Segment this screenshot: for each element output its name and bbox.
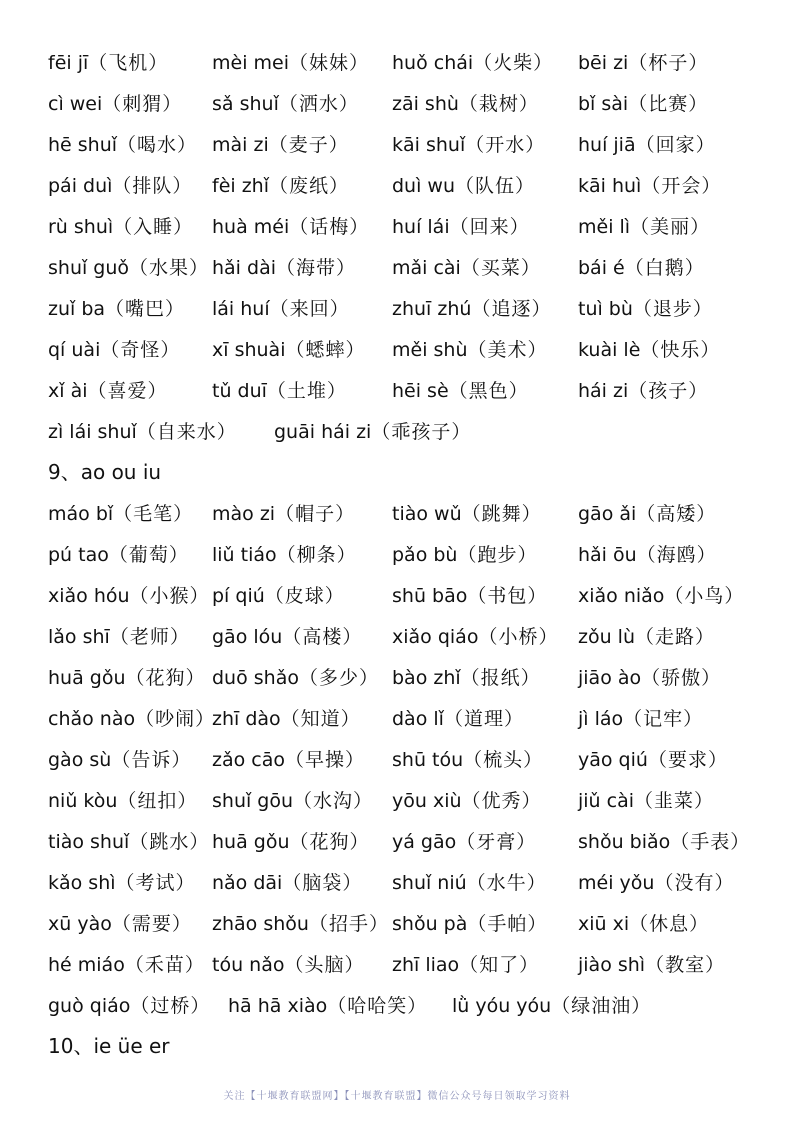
word-entry xyxy=(578,171,721,200)
chinese-word: （高楼） xyxy=(282,626,363,648)
chinese-word: （刺猬） xyxy=(102,93,183,115)
pinyin-text: tóu nǎo xyxy=(212,954,285,976)
pinyin-text: yá gāo xyxy=(392,831,457,853)
pinyin-text: gāo lóu xyxy=(212,626,283,648)
pinyin-text: guò qiáo xyxy=(48,995,131,1017)
chinese-word: （脑袋） xyxy=(282,872,363,894)
chinese-word: （哈哈笑） xyxy=(327,995,428,1017)
word-row xyxy=(0,663,794,695)
pinyin-text: guāi hái zi xyxy=(274,421,372,443)
chinese-word: （排队） xyxy=(112,175,193,197)
word-entry xyxy=(392,376,529,405)
word-entry xyxy=(212,745,365,774)
pinyin-text: hái zi xyxy=(578,380,629,402)
word-entry xyxy=(48,786,197,815)
chinese-word: （优秀） xyxy=(461,790,542,812)
chinese-word: （记牢） xyxy=(623,708,704,730)
word-entry xyxy=(212,909,389,938)
chinese-word: （多少） xyxy=(298,667,379,689)
chinese-word: （入睡） xyxy=(113,216,194,238)
word-row xyxy=(0,212,794,244)
word-entry xyxy=(212,868,362,897)
pinyin-text: kāi huì xyxy=(578,175,642,197)
word-row xyxy=(0,253,794,285)
word-entry xyxy=(392,786,542,815)
pinyin-text: huā gǒu xyxy=(212,831,290,853)
chinese-word: （孩子） xyxy=(628,380,709,402)
word-row xyxy=(0,827,794,859)
pinyin-text: shū bāo xyxy=(392,585,468,607)
word-entry xyxy=(48,704,215,733)
word-entry xyxy=(578,376,708,405)
chinese-word: （高矮） xyxy=(636,503,717,525)
word-entry xyxy=(392,48,553,77)
chinese-word: （教室） xyxy=(645,954,726,976)
chinese-word: （道理） xyxy=(443,708,524,730)
pinyin-text: xī shuài xyxy=(212,339,286,361)
chinese-word: （比赛） xyxy=(628,93,709,115)
pinyin-text: huí lái xyxy=(392,216,450,238)
pinyin-text: hǎi dài xyxy=(212,257,276,279)
pinyin-text: duì wu xyxy=(392,175,456,197)
pinyin-text: zì lái shuǐ xyxy=(48,421,137,443)
pinyin-text: liǔ tiáo xyxy=(212,544,277,566)
word-entry xyxy=(212,171,349,200)
chinese-word: （早操） xyxy=(285,749,366,771)
word-entry xyxy=(578,868,734,897)
pinyin-text: bǐ sài xyxy=(578,93,629,115)
pinyin-text: měi shù xyxy=(392,339,468,361)
chinese-word: （队伍） xyxy=(455,175,536,197)
chinese-word: （回家） xyxy=(635,134,716,156)
word-entry xyxy=(212,950,364,979)
word-entry xyxy=(392,540,538,569)
word-row xyxy=(0,581,794,613)
pinyin-text: xū yào xyxy=(48,913,112,935)
chinese-word: （退步） xyxy=(632,298,713,320)
chinese-word: （水沟） xyxy=(293,790,374,812)
word-entry xyxy=(48,827,209,856)
pinyin-text: jiǔ cài xyxy=(578,790,635,812)
word-entry xyxy=(392,294,551,323)
word-entry xyxy=(212,48,369,77)
pinyin-text: zhī dào xyxy=(212,708,281,730)
word-entry xyxy=(48,376,168,405)
word-entry xyxy=(392,622,558,651)
word-entry xyxy=(212,335,365,364)
word-entry xyxy=(212,89,359,118)
pinyin-text: chǎo nào xyxy=(48,708,136,730)
pinyin-text: zhāo shǒu xyxy=(212,913,309,935)
pinyin-text: dào lǐ xyxy=(392,708,444,730)
chinese-word: （洒水） xyxy=(278,93,359,115)
chinese-word: （骄傲） xyxy=(641,667,722,689)
chinese-word: （妹妹） xyxy=(289,52,370,74)
word-entry xyxy=(48,663,206,692)
word-entry xyxy=(578,48,708,77)
chinese-word: （知道） xyxy=(280,708,361,730)
word-entry xyxy=(578,335,720,364)
word-row xyxy=(0,417,794,449)
word-row xyxy=(0,786,794,818)
word-entry xyxy=(578,89,708,118)
word-entry xyxy=(392,89,539,118)
word-row xyxy=(0,622,794,654)
word-entry xyxy=(578,704,703,733)
chinese-word: （买菜） xyxy=(460,257,541,279)
word-entry xyxy=(48,130,197,159)
section-heading: 9、ao ou iu xyxy=(48,460,162,484)
pinyin-text: rù shuì xyxy=(48,216,114,238)
word-entry xyxy=(578,212,710,241)
chinese-word: （考试） xyxy=(115,872,196,894)
chinese-word: （麦子） xyxy=(268,134,349,156)
word-entry xyxy=(392,581,547,610)
pinyin-text: tuì bù xyxy=(578,298,633,320)
word-entry xyxy=(48,212,193,241)
word-entry xyxy=(578,499,716,528)
word-entry xyxy=(212,253,356,282)
word-entry xyxy=(212,622,362,651)
chinese-word: （跳舞） xyxy=(461,503,542,525)
pinyin-text: zhī liao xyxy=(392,954,460,976)
chinese-word: （柳条） xyxy=(276,544,357,566)
pinyin-text: qí uài xyxy=(48,339,101,361)
chinese-word: （过桥） xyxy=(130,995,211,1017)
chinese-word: （喝水） xyxy=(117,134,198,156)
chinese-word: （黑色） xyxy=(448,380,529,402)
pinyin-text: zǒu lù xyxy=(578,626,635,648)
word-entry xyxy=(392,212,530,241)
pinyin-text: huí jiā xyxy=(578,134,636,156)
pinyin-text: xiǎo niǎo xyxy=(578,585,665,607)
pinyin-text: zāi shù xyxy=(392,93,459,115)
pinyin-text: shǒu biǎo xyxy=(578,831,671,853)
chinese-word: （奇怪） xyxy=(100,339,181,361)
pinyin-text: lái huí xyxy=(212,298,270,320)
pinyin-text: pǎo bù xyxy=(392,544,458,566)
word-entry xyxy=(578,130,716,159)
pinyin-text: jì láo xyxy=(578,708,624,730)
word-entry xyxy=(578,540,717,569)
pinyin-text: jiào shì xyxy=(578,954,646,976)
pinyin-text: mǎi cài xyxy=(392,257,461,279)
chinese-word: （废纸） xyxy=(269,175,350,197)
word-entry xyxy=(212,704,361,733)
pinyin-text: fèi zhǐ xyxy=(212,175,269,197)
chinese-word: （乖孩子） xyxy=(371,421,472,443)
word-entry xyxy=(392,950,539,979)
chinese-word: （皮球） xyxy=(264,585,345,607)
pinyin-text: zuǐ ba xyxy=(48,298,106,320)
pinyin-text: kuài lè xyxy=(578,339,641,361)
chinese-word: （海带） xyxy=(276,257,357,279)
chinese-word: （飞机） xyxy=(88,52,169,74)
pinyin-text: shuǐ gōu xyxy=(212,790,294,812)
word-row xyxy=(0,48,794,80)
chinese-word: （嘴巴） xyxy=(105,298,186,320)
chinese-word: （走路） xyxy=(635,626,716,648)
chinese-word: （开水） xyxy=(465,134,546,156)
chinese-word: （土堆） xyxy=(266,380,347,402)
pinyin-text: hēi sè xyxy=(392,380,449,402)
word-entry xyxy=(212,540,357,569)
chinese-word: （手帕） xyxy=(467,913,548,935)
chinese-word: （纽扣） xyxy=(117,790,198,812)
word-row xyxy=(0,704,794,736)
pinyin-text: měi lì xyxy=(578,216,631,238)
chinese-word: （禾苗） xyxy=(124,954,205,976)
word-entry xyxy=(48,417,237,446)
word-entry xyxy=(48,499,193,528)
pinyin-text: hé miáo xyxy=(48,954,125,976)
word-entry xyxy=(578,745,728,774)
word-entry xyxy=(578,950,725,979)
chinese-word: （头脑） xyxy=(284,954,365,976)
word-entry xyxy=(212,376,347,405)
word-entry xyxy=(212,294,350,323)
word-entry xyxy=(392,663,541,692)
word-entry xyxy=(48,294,185,323)
pinyin-text: zhuī zhú xyxy=(392,298,472,320)
chinese-word: （书包） xyxy=(467,585,548,607)
word-entry xyxy=(392,499,542,528)
pinyin-text: shuǐ niú xyxy=(392,872,467,894)
word-entry xyxy=(392,704,524,733)
pinyin-text: pí qiú xyxy=(212,585,265,607)
word-entry xyxy=(578,622,715,651)
chinese-word: （毛笔） xyxy=(113,503,194,525)
word-entry xyxy=(578,253,705,282)
chinese-word: （韭菜） xyxy=(634,790,715,812)
pinyin-text: duō shǎo xyxy=(212,667,299,689)
chinese-word: （牙膏） xyxy=(456,831,537,853)
pinyin-text: gāo ǎi xyxy=(578,503,637,525)
word-entry xyxy=(578,294,713,323)
word-entry xyxy=(48,991,210,1020)
word-entry xyxy=(48,48,168,77)
chinese-word: （吵闹） xyxy=(135,708,216,730)
word-entry xyxy=(48,253,209,282)
chinese-word: （杯子） xyxy=(628,52,709,74)
pinyin-text: cì wei xyxy=(48,93,103,115)
chinese-word: （追逐） xyxy=(471,298,552,320)
word-row xyxy=(0,376,794,408)
chinese-word: （花狗） xyxy=(125,667,206,689)
chinese-word: （水果） xyxy=(129,257,210,279)
pinyin-text: kāi shuǐ xyxy=(392,134,466,156)
chinese-word: （需要） xyxy=(111,913,192,935)
word-row xyxy=(0,171,794,203)
word-entry xyxy=(212,663,379,692)
word-entry xyxy=(578,581,744,610)
chinese-word: （要求） xyxy=(647,749,728,771)
word-row xyxy=(0,89,794,121)
pinyin-text: pái duì xyxy=(48,175,113,197)
chinese-word: （跳水） xyxy=(129,831,210,853)
chinese-word: （报纸） xyxy=(460,667,541,689)
chinese-word: （蟋蟀） xyxy=(285,339,366,361)
word-entry xyxy=(578,663,721,692)
pinyin-text: pú tao xyxy=(48,544,109,566)
word-row xyxy=(0,130,794,162)
word-entry xyxy=(48,171,192,200)
chinese-word: （美丽） xyxy=(630,216,711,238)
section-heading: 10、ie üe er xyxy=(48,1034,170,1058)
chinese-word: （海鸥） xyxy=(636,544,717,566)
chinese-word: （来回） xyxy=(269,298,350,320)
chinese-word: （手表） xyxy=(670,831,751,853)
chinese-word: （白鹅） xyxy=(624,257,705,279)
pinyin-text: yōu xiù xyxy=(392,790,462,812)
pinyin-text: kǎo shì xyxy=(48,872,116,894)
word-entry xyxy=(392,253,541,282)
word-entry xyxy=(48,868,196,897)
pinyin-text: shǒu pà xyxy=(392,913,468,935)
pinyin-text: xiū xi xyxy=(578,913,630,935)
pinyin-text: huà méi xyxy=(212,216,290,238)
pinyin-text: huǒ chái xyxy=(392,52,474,74)
pinyin-text: bēi zi xyxy=(578,52,629,74)
word-entry xyxy=(48,622,190,651)
chinese-word: （葡萄） xyxy=(108,544,189,566)
word-entry xyxy=(274,417,471,446)
pinyin-text: mài zi xyxy=(212,134,269,156)
chinese-word: （火柴） xyxy=(473,52,554,74)
pinyin-text: fēi jī xyxy=(48,52,89,74)
word-entry xyxy=(212,499,355,528)
word-row xyxy=(0,540,794,572)
word-entry xyxy=(392,130,545,159)
chinese-word: （招手） xyxy=(308,913,389,935)
pinyin-text: mèi mei xyxy=(212,52,289,74)
chinese-word: （帽子） xyxy=(275,503,356,525)
word-entry xyxy=(48,335,180,364)
word-entry xyxy=(578,786,714,815)
word-entry xyxy=(228,991,427,1020)
pinyin-text: lǜ yóu yóu xyxy=(452,995,552,1017)
chinese-word: （没有） xyxy=(654,872,735,894)
pinyin-text: xiǎo qiáo xyxy=(392,626,479,648)
pinyin-text: bào zhǐ xyxy=(392,667,461,689)
chinese-word: （话梅） xyxy=(289,216,370,238)
chinese-word: （水牛） xyxy=(466,872,547,894)
pinyin-text: mào zi xyxy=(212,503,276,525)
word-row xyxy=(0,335,794,367)
pinyin-text: tiào wǔ xyxy=(392,503,462,525)
word-entry xyxy=(392,171,535,200)
chinese-word: （小桥） xyxy=(478,626,559,648)
pinyin-text: yāo qiú xyxy=(578,749,648,771)
chinese-word: （栽树） xyxy=(458,93,539,115)
chinese-word: （告诉） xyxy=(111,749,192,771)
pinyin-text: hē shuǐ xyxy=(48,134,118,156)
chinese-word: （知了） xyxy=(459,954,540,976)
word-entry xyxy=(452,991,651,1020)
word-entry xyxy=(392,827,536,856)
word-entry xyxy=(578,909,709,938)
word-row xyxy=(0,499,794,531)
chinese-word: （小猴） xyxy=(129,585,210,607)
pinyin-text: jiāo ào xyxy=(578,667,642,689)
pinyin-text: máo bǐ xyxy=(48,503,114,525)
word-entry xyxy=(212,130,349,159)
pinyin-text: bái é xyxy=(578,257,625,279)
pinyin-text: gào sù xyxy=(48,749,112,771)
word-entry xyxy=(392,868,547,897)
chinese-word: （快乐） xyxy=(640,339,721,361)
chinese-word: （自来水） xyxy=(136,421,237,443)
pinyin-text: niǔ kòu xyxy=(48,790,118,812)
word-entry xyxy=(392,335,548,364)
chinese-word: （老师） xyxy=(109,626,190,648)
word-row xyxy=(0,950,794,982)
word-entry xyxy=(212,786,373,815)
chinese-word: （绿油油） xyxy=(551,995,652,1017)
pinyin-text: tǔ duī xyxy=(212,380,267,402)
pinyin-text: hā hā xiào xyxy=(228,995,328,1017)
word-entry xyxy=(48,581,210,610)
chinese-word: （开会） xyxy=(641,175,722,197)
word-entry xyxy=(392,909,547,938)
pinyin-text: nǎo dāi xyxy=(212,872,283,894)
word-row xyxy=(0,909,794,941)
pinyin-text: tiào shuǐ xyxy=(48,831,130,853)
word-entry xyxy=(212,827,370,856)
chinese-word: （喜爱） xyxy=(87,380,168,402)
word-entry xyxy=(48,745,191,774)
chinese-word: （跑步） xyxy=(457,544,538,566)
pinyin-text: hǎi ōu xyxy=(578,544,637,566)
word-row xyxy=(0,991,794,1023)
chinese-word: （花狗） xyxy=(289,831,370,853)
chinese-word: （美术） xyxy=(467,339,548,361)
chinese-word: （回来） xyxy=(449,216,530,238)
chinese-word: （梳头） xyxy=(463,749,544,771)
word-entry xyxy=(48,909,192,938)
word-entry xyxy=(212,581,345,610)
word-entry xyxy=(48,950,205,979)
pinyin-text: sǎ shuǐ xyxy=(212,93,279,115)
chinese-word: （小鸟） xyxy=(664,585,745,607)
pinyin-text: zǎo cāo xyxy=(212,749,285,771)
word-entry xyxy=(212,212,369,241)
pinyin-text: huā gǒu xyxy=(48,667,126,689)
word-row xyxy=(0,294,794,326)
word-entry xyxy=(48,89,182,118)
word-entry xyxy=(48,540,189,569)
pinyin-text: méi yǒu xyxy=(578,872,655,894)
pinyin-text: shuǐ guǒ xyxy=(48,257,130,279)
chinese-word: （休息） xyxy=(629,913,710,935)
page-footer: 关注【十堰教育联盟网】【十堰教育联盟】微信公众号每日领取学习资料 xyxy=(223,1091,571,1102)
word-row xyxy=(0,868,794,900)
pinyin-text: xǐ ài xyxy=(48,380,88,402)
word-row xyxy=(0,745,794,777)
pinyin-text: shū tóu xyxy=(392,749,464,771)
word-entry xyxy=(578,827,750,856)
word-entry xyxy=(392,745,543,774)
pinyin-text: lǎo shī xyxy=(48,626,110,648)
pinyin-text: xiǎo hóu xyxy=(48,585,130,607)
